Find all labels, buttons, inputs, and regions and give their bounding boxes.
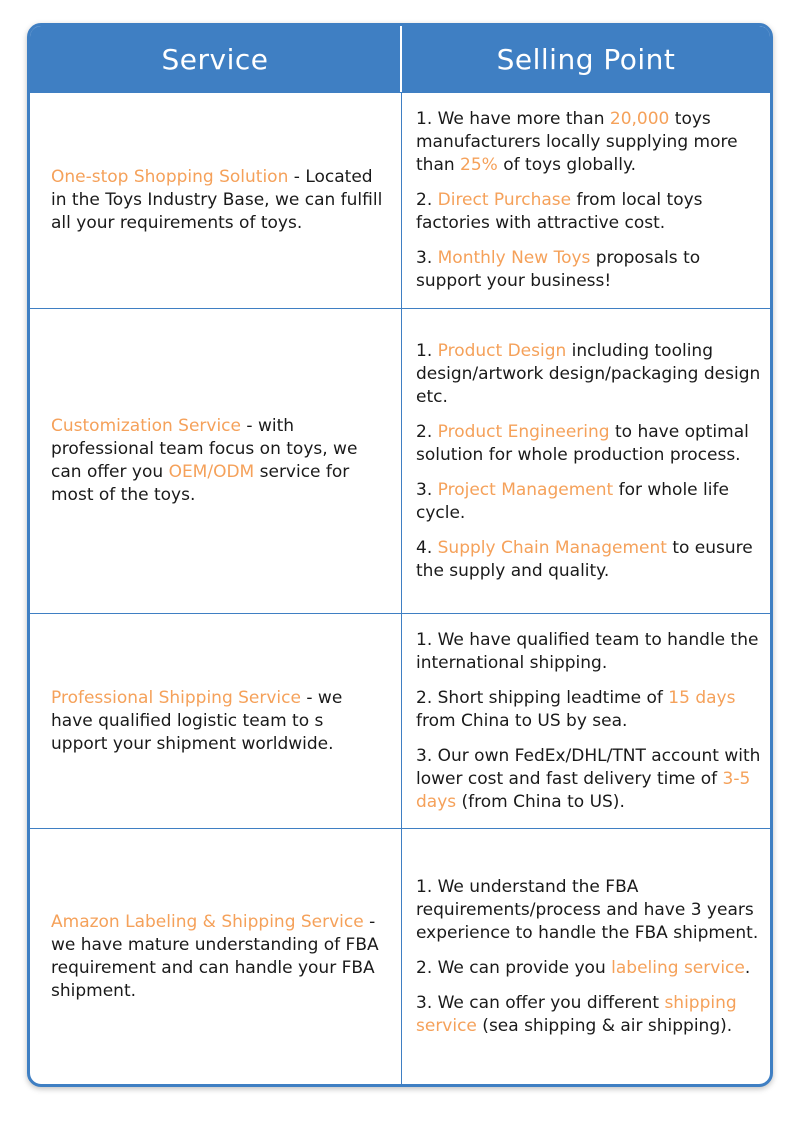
point-highlight: 20,000 [609,109,670,129]
point-highlight: 15 days [668,687,736,708]
point-highlight: Monthly New Toys [437,248,591,268]
header-service: Service [30,26,402,92]
point-highlight: Project Management [437,479,614,500]
selling-point [416,421,764,467]
table-row [30,613,770,828]
point-text: . [744,958,751,978]
point-highlight: 25% [460,155,498,175]
table-header [30,26,770,92]
selling-point-cell [402,309,770,613]
point-text: from China to US by sea. [416,710,628,731]
selling-point [416,537,764,583]
point-text: to have optimal solution for whole production process. [416,421,749,465]
point-text: from local toys factories with attractive cost. [416,190,703,233]
point-text: proposals to support your business! [416,248,701,291]
table-row [30,828,770,1085]
point-text: 1. We have qualified team to handle the international shipping. [416,629,759,673]
service-title: Customization Service [51,416,241,436]
point-highlight: 3-5 days [416,768,751,812]
selling-point [416,687,764,733]
point-text: 1. [416,340,438,361]
service-description [51,911,383,1003]
service-text: service for most of the toys. [51,462,350,505]
service-description [51,687,383,756]
selling-point [416,479,764,525]
service-title: One-stop Shopping Solution [51,167,289,187]
service-text: - with professional team focus on toys, we can offer you [51,416,358,482]
service-cell [30,829,402,1085]
point-highlight: Supply Chain Management [437,537,667,558]
selling-point-cell [402,614,770,828]
point-highlight: Direct Purchase [437,190,572,210]
table-row [30,92,770,308]
point-highlight: Product Engineering [437,421,610,442]
selling-point [416,189,764,235]
point-text: for whole life cycle. [416,479,729,523]
point-highlight: Product Design [437,340,567,361]
service-table [27,23,773,1087]
service-title: Amazon Labeling & Shipping Service [51,912,364,932]
selling-point [416,876,764,945]
service-description [51,166,383,235]
selling-point-cell [402,93,770,308]
point-text: 3. [416,248,438,268]
service-text: - we have qualified logistic team to s upport your shipment worldwide. [51,687,343,754]
selling-point [416,745,764,814]
point-text: 2. Short shipping leadtime of [416,687,669,708]
selling-point [416,629,764,675]
point-text: to eusure the supply and quality. [416,537,753,581]
point-highlight: shipping service [416,993,737,1036]
point-text: 4. [416,537,438,558]
point-text: 3. [416,479,438,500]
point-text: (sea shipping & air shipping). [476,1016,733,1036]
service-text: - we have mature understanding of FBA requirement and can handle your FBA shipment. [51,912,379,1001]
point-text: 3. We can offer you different [416,993,665,1013]
point-text: 3. Our own FedEx/DHL/TNT account with lower cost and fast delivery time of [416,745,761,789]
point-text: 2. [416,190,438,210]
point-highlight: labeling service [611,958,745,978]
service-description [51,415,383,507]
selling-point [416,957,764,980]
selling-point [416,247,764,293]
service-cell [30,614,402,828]
point-text: including tooling design/artwork design/packaging design etc. [416,340,761,407]
selling-point-cell [402,829,770,1085]
service-text: - Located in the Toys Industry Base, we can fulfill all your requirements of toys. [51,167,383,233]
point-text: of toys globally. [497,155,637,175]
point-text: toys manufacturers locally supplying more than [416,109,738,175]
service-cell [30,93,402,308]
service-highlight: OEM/ODM [168,462,255,482]
table-row [30,308,770,613]
point-text: 1. We have more than [416,109,610,129]
point-text: 1. We understand the FBA requirements/process and have 3 years experience to handle the FBA shipment. [416,877,759,943]
selling-point [416,108,764,177]
point-text: 2. [416,421,438,442]
service-cell [30,309,402,613]
selling-point [416,992,764,1038]
point-text: 2. We can provide you [416,958,612,978]
header-selling-point: Selling Point [496,42,676,76]
service-title: Professional Shipping Service [51,687,301,708]
selling-point [416,340,764,409]
point-text: (from China to US). [456,791,625,812]
